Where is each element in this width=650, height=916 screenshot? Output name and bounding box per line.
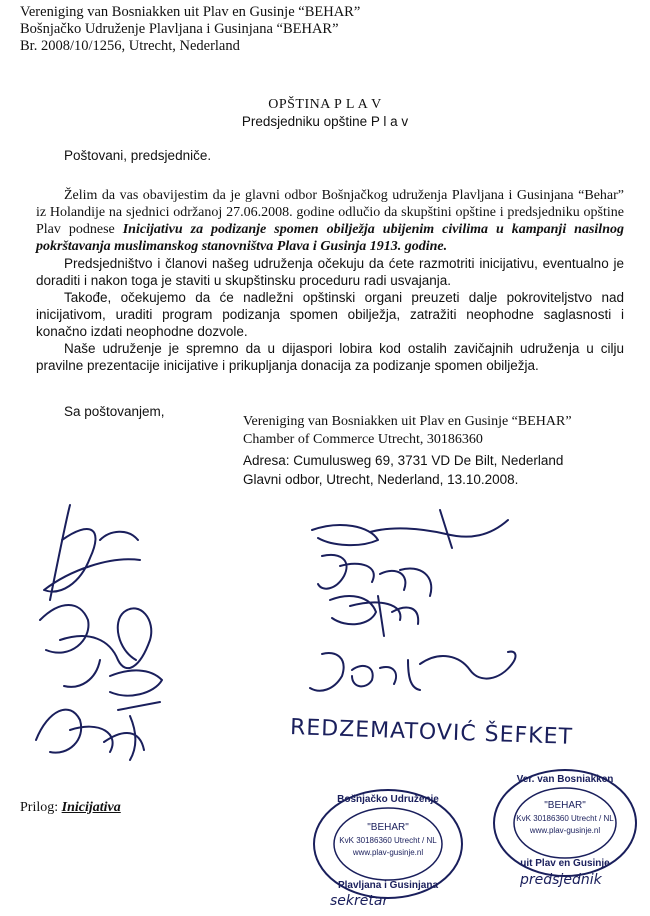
paragraph-1-text: Želim da vas obavijestim da je glavni odbor Bošnjačkog udruženja Plavljana i Gusinjana “Behar” iz Holandije na sjednici održanoj 27.06.2008. godine odlučio da skupštini opštine i predsjedniku opštine Plav podnese [36, 188, 624, 237]
handwritten-name: REDZEMATOVIĆ ŠEFKET [289, 715, 574, 750]
sender-line-2: Chamber of Commerce Utrecht, 30186360 [243, 432, 483, 447]
stamp-left [312, 788, 464, 900]
sender-line-3: Adresa: Cumulusweg 69, 3731 VD De Bilt, Nederland [243, 453, 564, 468]
recipient-subtitle: Predsjedniku opštine P l a v [241, 114, 409, 129]
stamp-left-web: www.plav-gusinje.nl [352, 848, 424, 857]
paragraph-2: Predsjedništvo i članovi našeg udruženja očekuju da ćete razmotriti inicijativu, eventualno je doraditi i nakon toga je staviti u skupštinsku proceduru radi usvajanja. [36, 256, 624, 288]
signature-right-3 [330, 596, 418, 636]
salutation: Poštovani, predsjedniče. [64, 148, 212, 163]
attachment [20, 800, 121, 816]
closing: Sa poštovanjem, [64, 404, 165, 419]
letterhead-line-1: Vereniging van Bosniakken uit Plav en Gusinje “BEHAR” [20, 4, 361, 20]
signature-right-1 [312, 510, 508, 548]
stamp-right-top: Ver. van Bosniakken [516, 774, 614, 785]
signature-left-3 [110, 670, 162, 695]
stamp-right-name: "BEHAR" [544, 800, 586, 811]
stamp-right-kvk: KvK 30186360 Utrecht / NL [516, 814, 614, 823]
stamp-left-kvk: KvK 30186360 Utrecht / NL [339, 836, 437, 845]
paragraph-3: Takođe, očekujemo da će nadležni opštinski organi preuzeti dalje pokroviteljstvo nad inicijativom, uraditi program podizanja spomen obilježja, zatražiti neophodne saglasnosti i konačno izdati neophodne dozvole. [36, 290, 624, 339]
stamp-left-top: Bošnjačko Udruženje [337, 794, 439, 805]
signature-left-1 [44, 505, 140, 600]
stamp-right-web: www.plav-gusinje.nl [529, 826, 601, 835]
recipient-title: OPŠTINA P L A V [268, 97, 382, 112]
signature-right-2 [318, 555, 431, 596]
handwritten-secretary: sekretar [330, 893, 389, 909]
stamp-right-bottom: uit Plav en Gusinje [520, 858, 610, 869]
stamp-left-name: "BEHAR" [367, 822, 409, 833]
signature-left-4 [36, 702, 160, 760]
signature-left-2 [40, 605, 151, 687]
letterhead-line-3: Br. 2008/10/1256, Utrecht, Nederland [20, 38, 240, 54]
letterhead-line-2: Bošnjačko Udruženje Plavljana i Gusinjana “BEHAR” [20, 21, 339, 37]
sender-line-1: Vereniging van Bosniakken uit Plav en Gusinje “BEHAR” [243, 414, 572, 429]
paragraph-4: Naše udruženje je spremno da u dijaspori lobira kod ostalih zavičajnih udruženja u cilju pravilne prezentacije inicijative i prikupljanja donacija za podizanje spomen obilježja. [36, 341, 624, 373]
handwritten-president: predsjednik [520, 872, 602, 888]
signature-right-4 [310, 652, 515, 691]
sender-line-4: Glavni odbor, Utrecht, Nederland, 13.10.2008. [243, 472, 519, 487]
initiative-emphasis: Inicijativu za podizanje spomen obilježja ubijenim civilima u kampanji nasilnog pokrštavanja muslimanskog stanovništva Plava i Gusinja 1913. godine. [36, 222, 624, 254]
stamp-left-bottom: Plavljana i Gusinjana [337, 880, 439, 891]
attachment-value: Inicijativa [61, 800, 121, 815]
attachment-label: Prilog: [20, 800, 62, 815]
stamp-right [492, 768, 638, 878]
